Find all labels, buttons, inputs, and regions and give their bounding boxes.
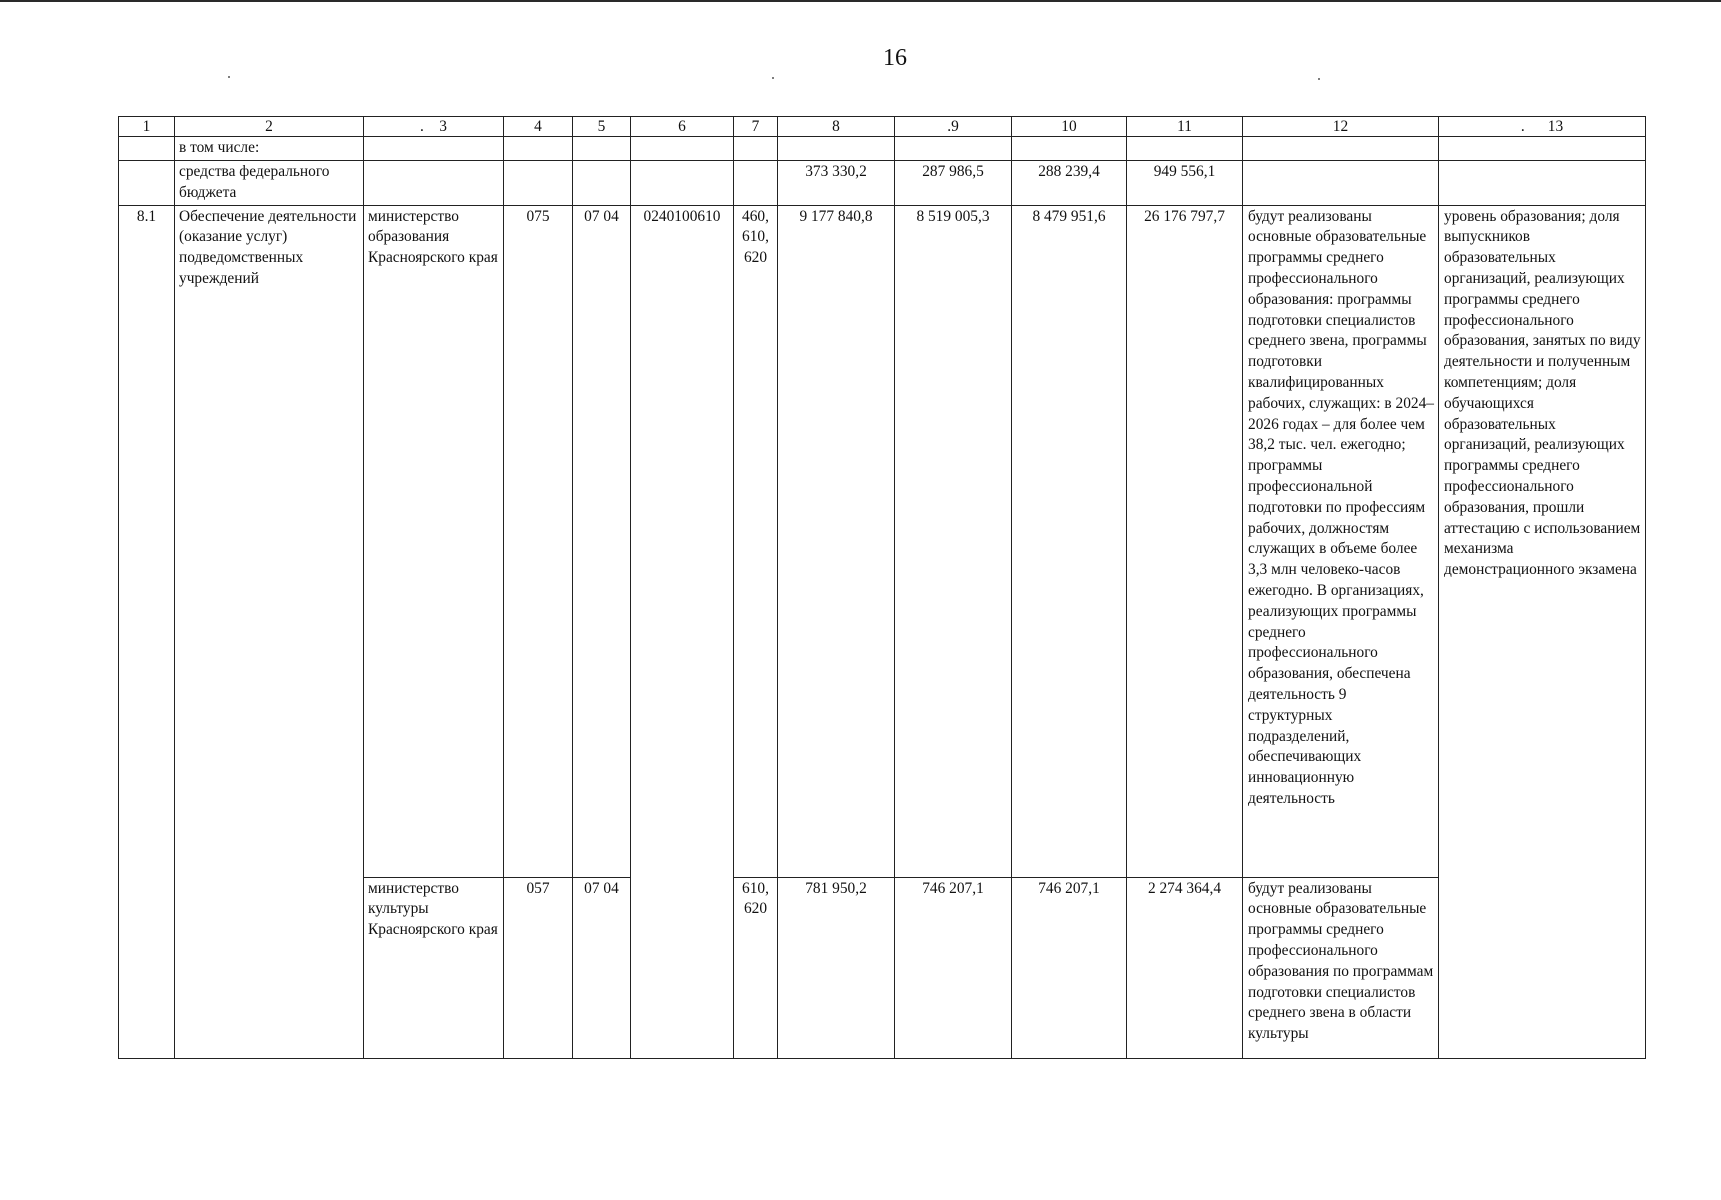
ministry-education-code-4: 075 [504,205,573,877]
page-number: 16 [883,45,907,71]
including-label: в том числе: [175,137,364,161]
cell-empty [119,161,175,206]
col-header-4: 4 [504,117,573,137]
col-header-7: 7 [734,117,778,137]
col-header-3-label: 3 [439,118,447,135]
col-header-12: 12 [1243,117,1439,137]
col-header-5: 5 [573,117,631,137]
ministry-education-name: министерство образования Красноярского края [364,205,504,877]
row-federal-budget [119,161,1646,206]
item-number: 8.1 [119,205,175,1058]
ministry-culture-name: министерство культуры Красноярского края [364,877,504,1058]
ministry-education-value-10: 8 479 951,6 [1012,205,1127,877]
col-header-10: 10 [1012,117,1127,137]
row-including [119,137,1646,161]
col-header-9 [895,117,1012,137]
cell-empty [119,137,175,161]
col-header-13-mark: . [1520,118,1525,135]
ministry-education-result: будут реализованы основные образовательные программы среднего профессионального образования: программы подготовки специалистов среднего звена, программы подготовки квалифицированных рабочих, служащих: в 2024–2026 годах – для более чем 38,2 тыс. чел. ежегодно; программы профессиональной подготовки по профессиям рабочих, должностям служащих в объеме более 3,3 млн человеко-часов ежегодно. В организациях, реализующих программы среднего профессионального образования, обеспечена деятельность 9 структурных подразделений, обеспечивающих инновационную деятельность [1243,205,1439,877]
scan-speck [772,77,774,79]
federal-budget-label: средства федерального бюджета [175,161,364,206]
header-row [119,117,1646,137]
budget-table [118,116,1646,1059]
ministry-culture-result: будут реализованы основные образовательные программы среднего профессионального образования по программам подготовки специалистов среднего звена в области культуры [1243,877,1439,1058]
col-header-8: 8 [778,117,895,137]
col-header-2: 2 [175,117,364,137]
item-code-6: 0240100610 [631,205,734,1058]
ministry-education-code-5: 07 04 [573,205,631,877]
top-border [0,0,1721,2]
col-header-1: 1 [119,117,175,137]
col-header-13-label: 13 [1547,118,1564,135]
ministry-culture-code-4: 057 [504,877,573,1058]
federal-value-8: 373 330,2 [778,161,895,206]
ministry-culture-code-5: 07 04 [573,877,631,1058]
col-header-6: 6 [631,117,734,137]
federal-value-10: 288 239,4 [1012,161,1127,206]
col-header-9-label: 9 [951,118,959,135]
item-name: Обеспечение деятельности (оказание услуг) подведомственных учреждений [175,205,364,1058]
ministry-education-value-11: 26 176 797,7 [1127,205,1243,877]
scan-speck [228,76,230,78]
ministry-education-value-8: 9 177 840,8 [778,205,895,877]
ministry-culture-value-10: 746 207,1 [1012,877,1127,1058]
col-header-11: 11 [1127,117,1243,137]
scan-speck [1318,78,1320,80]
federal-value-11: 949 556,1 [1127,161,1243,206]
item-indicators: уровень образования; доля выпускников образовательных организаций, реализующих программы среднего профессионального образования, занятых по виду деятельности и полученным компетенциям; доля обучающихся образовательных организаций, реализующих программы среднего профессионального образования, прошли аттестацию с использованием механизма демонстрационного экзамена [1439,205,1646,1058]
ministry-culture-value-8: 781 950,2 [778,877,895,1058]
ministry-culture-code-7: 610, 620 [734,877,778,1058]
col-header-13 [1439,117,1646,137]
ministry-culture-value-9: 746 207,1 [895,877,1012,1058]
col-header-3 [364,117,504,137]
ministry-education-code-7: 460, 610, 620 [734,205,778,877]
col-header-9-mark: . [947,118,952,135]
ministry-culture-value-11: 2 274 364,4 [1127,877,1243,1058]
ministry-education-value-9: 8 519 005,3 [895,205,1012,877]
federal-value-9: 287 986,5 [895,161,1012,206]
col-header-3-mark: . [420,118,424,135]
row-item-ministry-education [119,205,1646,877]
